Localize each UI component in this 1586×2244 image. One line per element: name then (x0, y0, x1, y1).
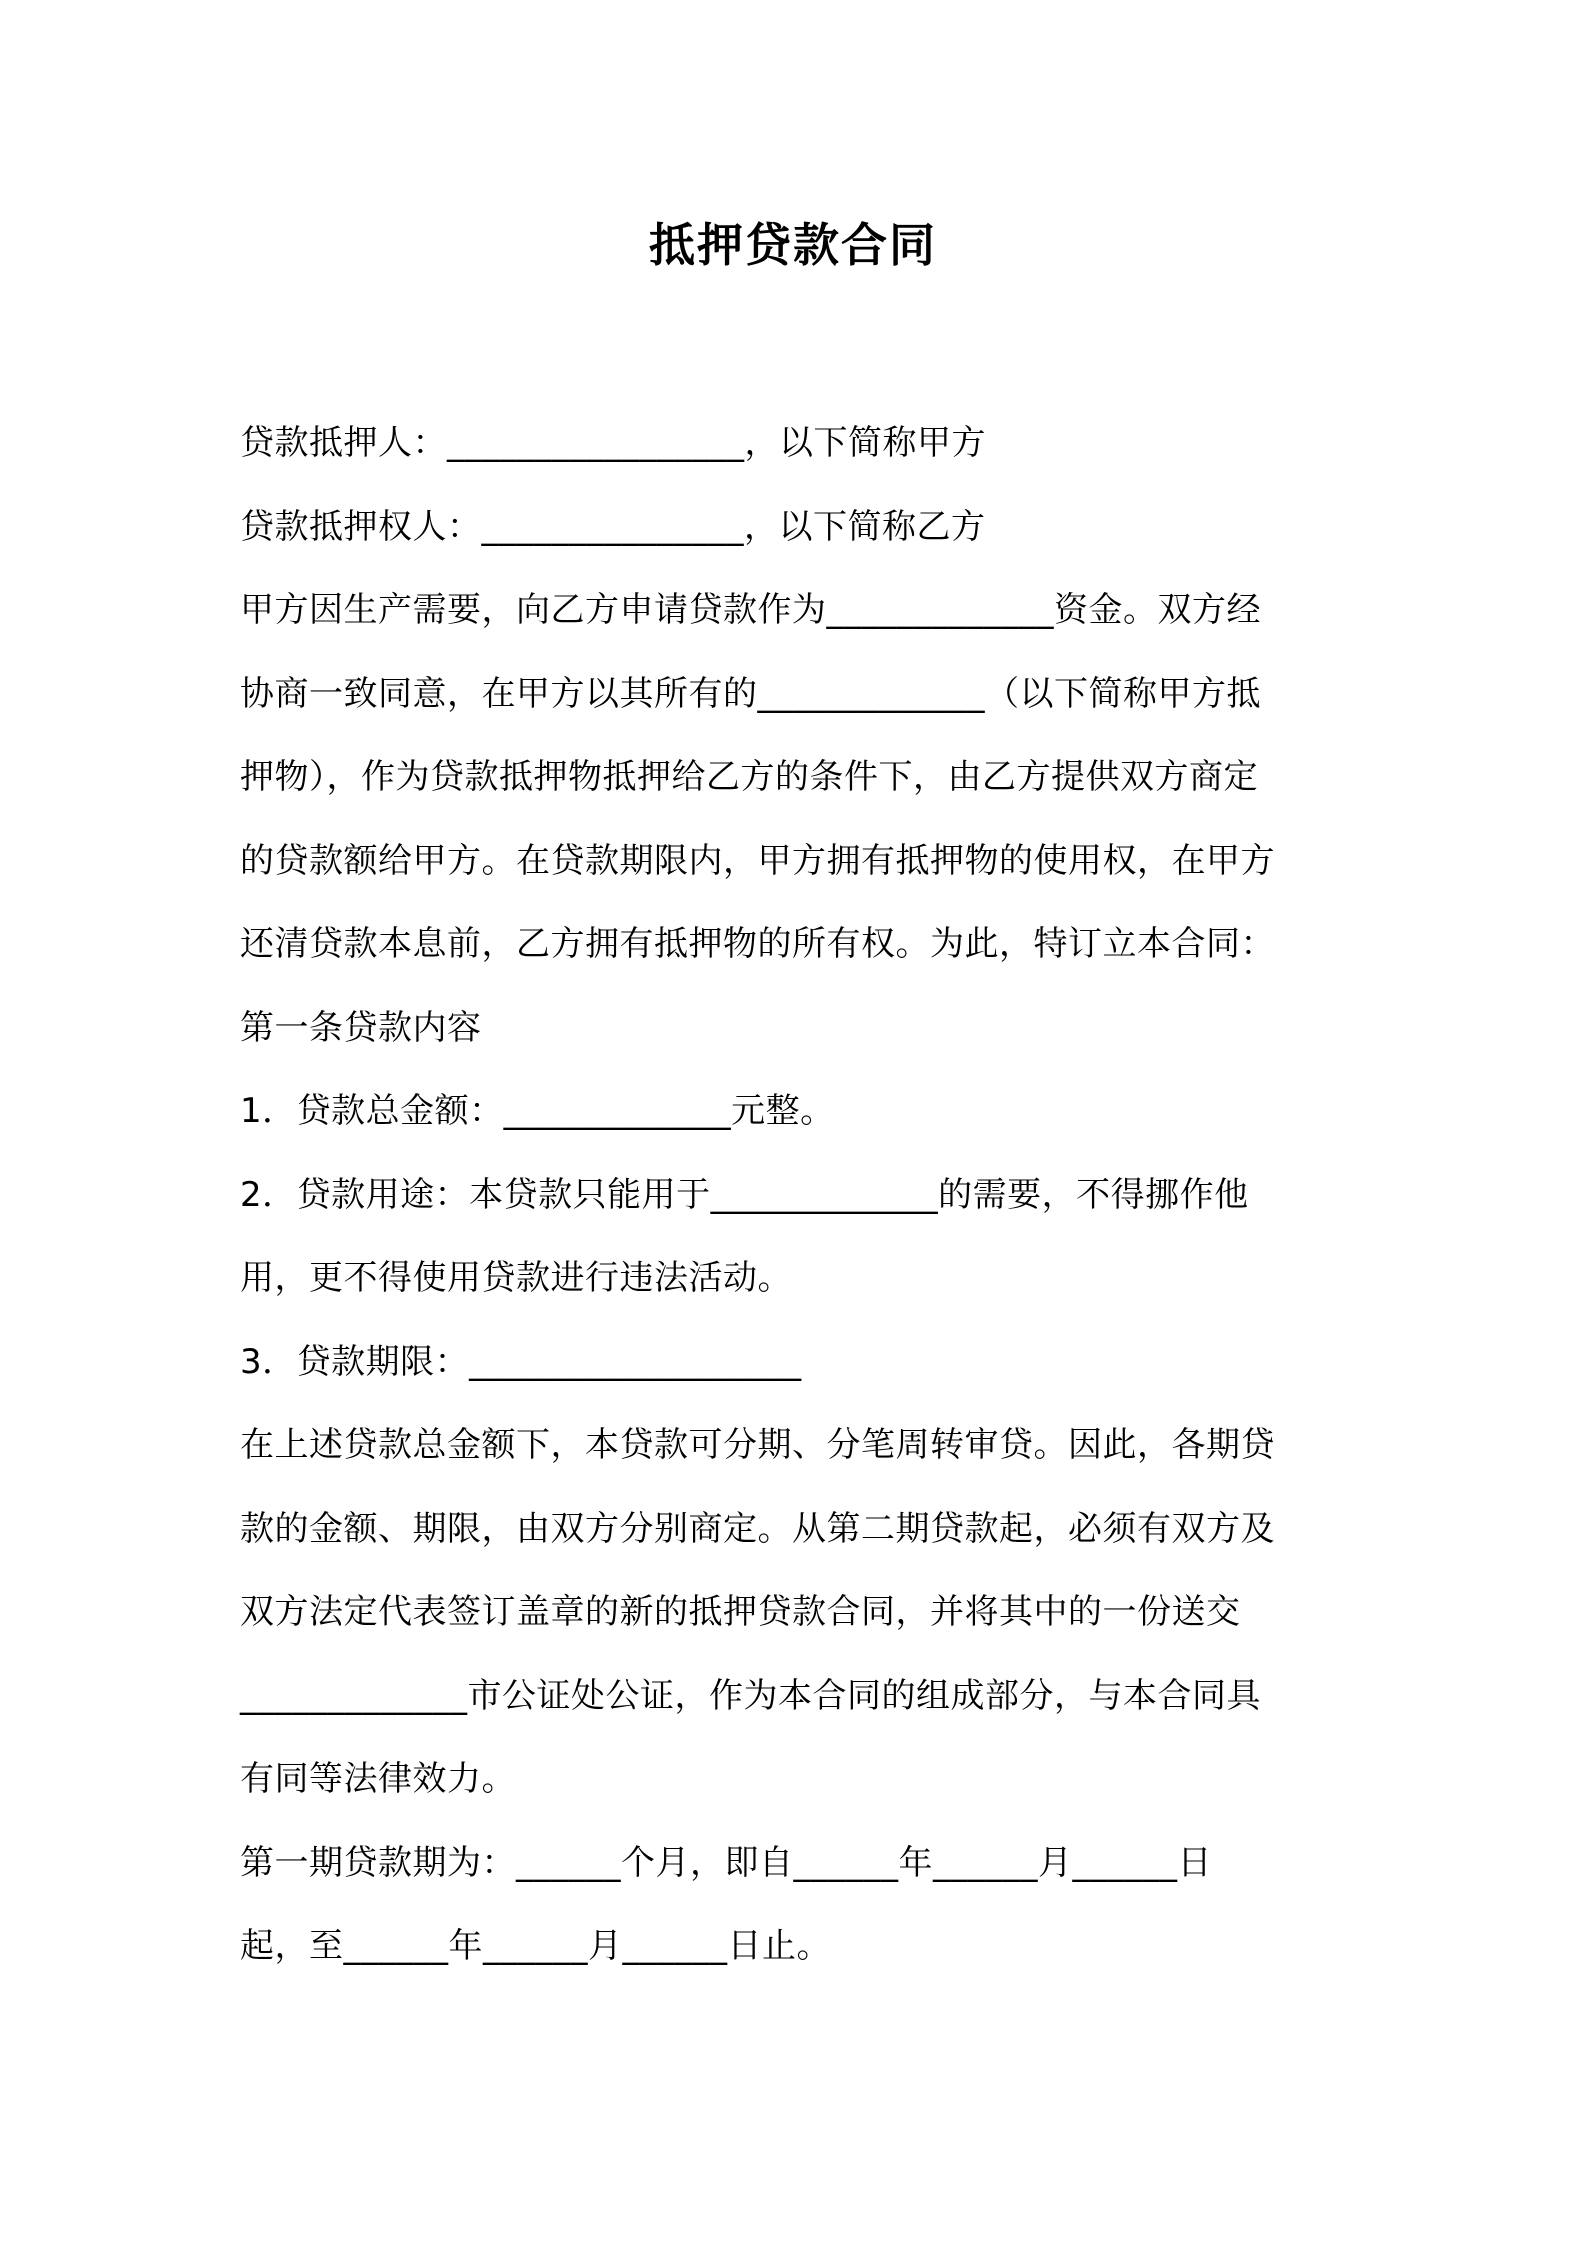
clause-loan-purpose: 2．贷款用途：本贷款只能用于_____________的需要，不得挪作他 (240, 1174, 1249, 1215)
text-line: 有同等法律效力。 (240, 1759, 516, 1799)
text-line: 的贷款额给甲方。在贷款期限内，甲方拥有抵押物的使用权，在甲方 (240, 840, 1275, 881)
text-line: 还清贷款本息前，乙方拥有抵押物的所有权。为此，特订立本合同： (240, 924, 1275, 964)
text-line: 双方法定代表签订盖章的新的抵押贷款合同，并将其中的一份送交 (240, 1592, 1241, 1632)
text-line: 押物），作为贷款抵押物抵押给乙方的条件下，由乙方提供双方商定 (240, 757, 1258, 797)
text-line: 在上述贷款总金额下，本贷款可分期、分笔周转审贷。因此，各期贷 (240, 1425, 1275, 1465)
text-line: 协商一致同意，在甲方以其所有的_____________（以下简称甲方抵 (240, 673, 1261, 714)
section-heading: 第一条贷款内容 (240, 1007, 482, 1048)
text-line: 甲方因生产需要，向乙方申请贷款作为_____________资金。双方经 (240, 590, 1261, 630)
text-line-first-period: 第一期贷款期为：______个月，即自______年______月______日 (240, 1842, 1212, 1883)
text-line-mortgagee: 贷款抵押权人：_______________，以下简称乙方 (240, 506, 986, 547)
text-line-mortgagor: 贷款抵押人：_________________，以下简称甲方 (240, 423, 986, 463)
text-line: 款的金额、期限，由双方分别商定。从第二期贷款起，必须有双方及 (240, 1508, 1275, 1549)
document-body (240, 402, 1360, 1989)
clause-loan-amount: 1．贷款总金额：_____________元整。 (240, 1091, 835, 1131)
text-line: 起，至______年______月______日止。 (240, 1926, 831, 1966)
text-line: _____________市公证处公证，作为本合同的组成部分，与本合同具 (240, 1675, 1261, 1716)
clause-loan-term: 3．贷款期限：___________________ (240, 1341, 802, 1382)
text-line: 用，更不得使用贷款进行违法活动。 (240, 1258, 792, 1298)
document-title: 抵押贷款合同 (649, 218, 937, 272)
